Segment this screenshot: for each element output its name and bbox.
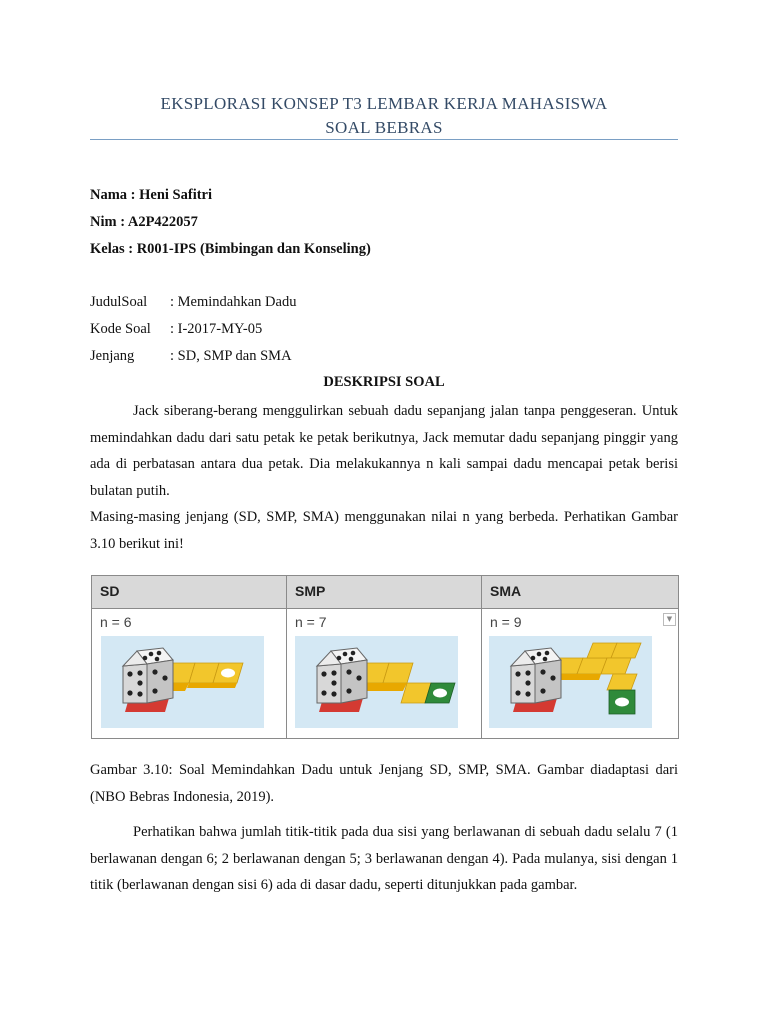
description-paragraph-3: Perhatikan bahwa jumlah titik-titik pada dua sisi yang berlawanan di sebuah dadu selalu 7 (1 berlawanan dengan 6; 2 berlawanan dengan 5; 3 berlawanan dengan 4). Pada mulanya, sisi dengan 1 titik (berlawanan dengan sisi 6) ada di dasar dadu, seperti ditunjukkan pada gambar. bbox=[90, 824, 678, 893]
meta-value: : Memindahkan Dadu bbox=[170, 294, 297, 310]
student-class: Kelas : R001-IPS (Bimbingan dan Konseling) bbox=[90, 241, 371, 257]
column-divider bbox=[481, 576, 482, 738]
n-value-sma: n = 9 bbox=[490, 614, 522, 630]
column-label-sd: SD bbox=[100, 583, 120, 599]
panel-sma bbox=[489, 636, 652, 728]
meta-row-kode bbox=[90, 321, 262, 338]
meta-value: : I-2017-MY-05 bbox=[170, 321, 263, 337]
title-line-1: EKSPLORASI KONSEP T3 LEMBAR KERJA MAHASISWA bbox=[160, 94, 608, 113]
title-line-2: SOAL BEBRAS bbox=[325, 118, 443, 137]
column-label-smp: SMP bbox=[295, 583, 326, 599]
n-value-sd: n = 6 bbox=[100, 614, 132, 630]
n-value-smp: n = 7 bbox=[295, 614, 327, 630]
column-divider bbox=[286, 576, 287, 738]
panel-smp bbox=[295, 636, 458, 728]
meta-row-judul bbox=[90, 294, 296, 311]
dice-path-illustration-sd bbox=[101, 636, 264, 728]
dice-path-illustration-smp bbox=[295, 636, 458, 728]
description-paragraph-1: Jack siberang-berang menggulirkan sebuah dadu sepanjang jalan tanpa penggeseran. Untuk memindahkan dadu dari satu petak ke petak berikutnya, Jack memutar dadu sepanjang pinggir yang ada di perbatasan antara dua petak. Dia melakukannya n kali sampai dadu mencapai petak berisi bulatan putih. bbox=[90, 403, 678, 499]
figure-caption: Gambar 3.10: Soal Memindahkan Dadu untuk Jenjang SD, SMP, SMA. Gambar diadaptasi dari (NBO Bebras Indonesia, 2019). bbox=[90, 762, 678, 805]
figure-3-10 bbox=[91, 575, 679, 739]
dice-path-illustration-sma bbox=[489, 636, 652, 728]
student-nim: Nim : A2P422057 bbox=[90, 214, 198, 230]
figure-header-row bbox=[92, 576, 678, 609]
description-paragraph-2: Masing-masing jenjang (SD, SMP, SMA) menggunakan nilai n yang berbeda. Perhatikan Gambar 3.10 berikut ini! bbox=[90, 509, 678, 552]
dropdown-icon: ▼ bbox=[663, 613, 676, 626]
section-heading: DESKRIPSI SOAL bbox=[323, 374, 445, 390]
meta-key: JudulSoal bbox=[90, 294, 148, 310]
page-title bbox=[0, 92, 768, 140]
panel-sd bbox=[101, 636, 264, 728]
student-name: Nama : Heni Safitri bbox=[90, 187, 213, 203]
meta-key: Kode Soal bbox=[90, 321, 151, 337]
meta-row-jenjang bbox=[90, 348, 292, 365]
column-label-sma: SMA bbox=[490, 583, 522, 599]
meta-key: Jenjang bbox=[90, 348, 135, 364]
title-divider bbox=[90, 139, 678, 140]
meta-value: : SD, SMP dan SMA bbox=[170, 348, 292, 364]
